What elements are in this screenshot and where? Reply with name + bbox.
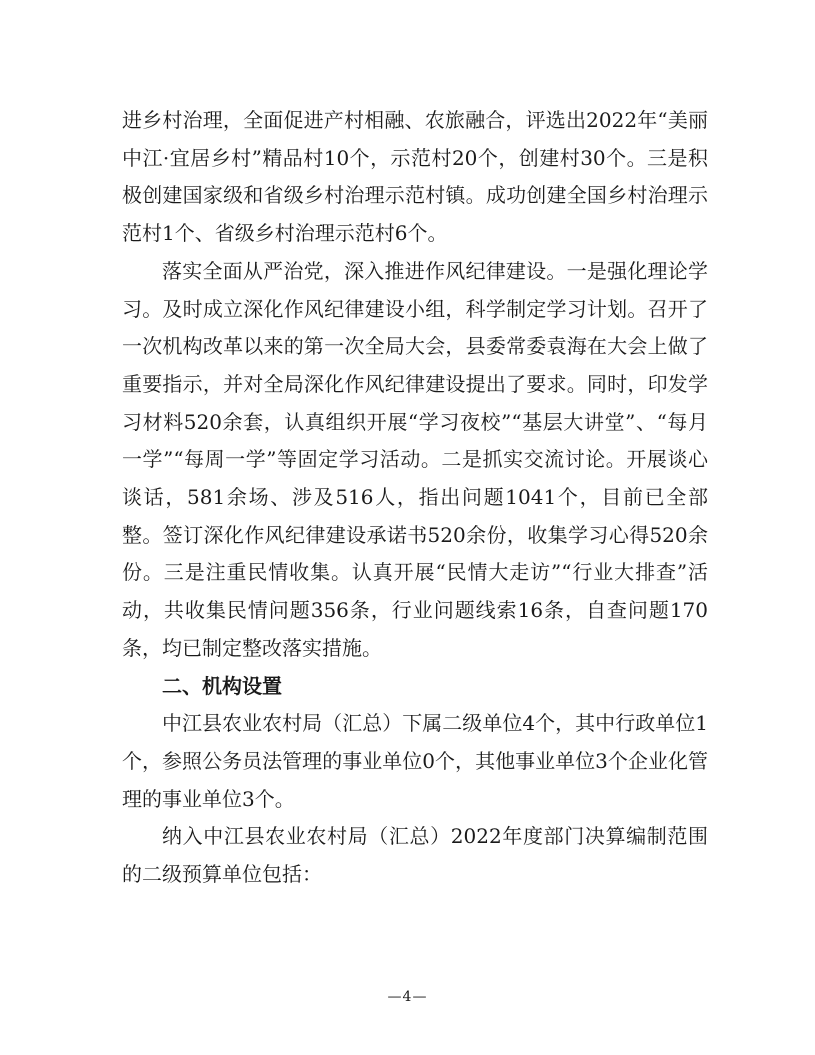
page-number: —4— <box>387 989 428 1005</box>
paragraph-organization-units: 中江县农业农村局（汇总）下属二级单位4个，其中行政单位1个，参照公务员法管理的事业单位0个，其他事业单位3个企业化管理的事业单位3个。 <box>122 711 708 811</box>
paragraph-party-discipline: 落实全面从严治党，深入推进作风纪律建设。一是强化理论学习。及时成立深化作风纪律建设小组，科学制定学习计划。召开了一次机构改革以来的第一次全局大会，县委常委袁海在大会上做了重要指示，并对全局深化作风纪律建设提出了要求。同时，印发学习材料520余套，认真组织开展“学习夜校”“基层大讲堂”、“每月一学”“每周一学”等固定学习活动。二是抓实交流讨论。开展谈心谈话，581余场、涉及516人，指出问题1041个，目前已全部整。签订深化作风纪律建设承诺书520余份，收集学习心得520余份。三是注重民情收集。认真开展“民情大走访”“行业大排查”活动，共收集民情问题356条，行业问题线索16条，自查问题170条，均已制定整改落实措施。 <box>122 258 708 660</box>
paragraph-budget-units: 纳入中江县农业农村局（汇总）2022年度部门决算编制范围的二级预算单位包括： <box>122 824 708 887</box>
section-heading-organization: 二、机构设置 <box>162 673 282 698</box>
document-body <box>122 102 708 894</box>
paragraph-rural-governance: 进乡村治理，全面促进产村相融、农旅融合，评选出2022年“美丽中江·宜居乡村”精品村10个，示范村20个，创建村30个。三是积极创建国家级和省级乡村治理示范村镇。成功创建全国乡村治理示范村1个、省级乡村治理示范村6个。 <box>122 108 708 246</box>
